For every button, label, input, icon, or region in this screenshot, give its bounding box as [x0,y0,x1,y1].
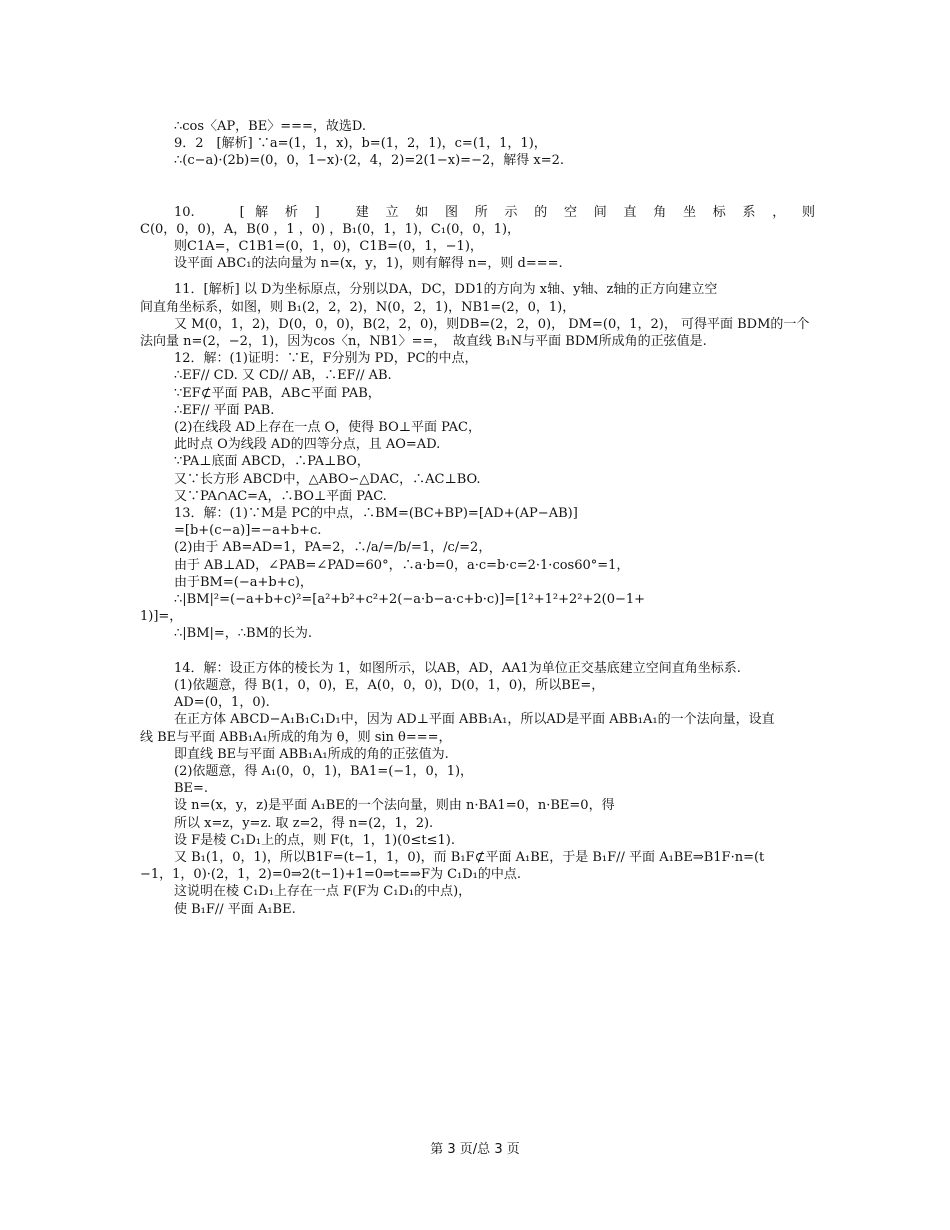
text-line: AD=(0，1，0). [174,695,270,711]
text-line: BE=. [174,781,209,797]
blank-line [140,170,815,187]
text-line: 12．解：(1)证明：∵E，F分别为 PD，PC的中点， [174,351,478,367]
text-line: (1)依题意，得 B(1，0，0)，E，A(0，0，0)，D(0，1，0)，所以BE=， [174,677,605,693]
blank-line [140,643,815,660]
text-line: 设 F是棱 C₁D₁上的点，则 F(t，1，1)(0≤t≤1). [174,832,455,848]
blank-line [140,272,815,281]
text-line: 此时点 O为线段 AD的四等分点，且 AO=AD. [174,437,441,453]
text-line: 13．解：(1)∵M是 PC的中点，∴BM=(BC+BP)=[AD+(AP−AB)] [174,506,578,522]
text-line: 线 BE与平面 ABB₁A₁所成的角为 θ，则 sin θ===， [140,729,452,745]
text-line: 设平面 ABC₁的法向量为 n=(x，y，1)，则有解得 n=，则 d===. [174,256,563,272]
text-line: ∵EF⊄平面 PAB，AB⊂平面 PAB， [174,385,381,401]
text-line: (2)依题意，得 A₁(0，0，1)，BA1=(−1，0，1)， [174,763,474,779]
text-line: =[b+(c−a)]=−a+b+c. [174,523,322,539]
text-line: 即直线 BE与平面 ABB₁A₁所成的角的正弦值为. [174,746,449,762]
solution-text-body [140,118,815,918]
blank-line [140,187,815,204]
text-line: ∴|BM|²=(−a+b+c)²=[a²+b²+c²+2(−a·b−a·c+b·c)]=[1²+1²+2²+2(0−1+ [174,592,646,608]
text-line: 10. [ 解 析 ] 建 立 如 图 所 示 的 空 间 直 角 坐 标 系 ， 则 [174,204,815,220]
text-line: 使 B₁F// 平面 A₁BE. [174,901,296,917]
text-line: 则C1A=，C1B1=(0，1，0)，C1B=(0，1，−1)， [174,239,483,255]
text-line: 由于BM=(−a+b+c)， [174,574,313,590]
text-line: 这说明在棱 C₁D₁上存在一点 F(F为 C₁D₁的中点)， [174,884,472,900]
text-line: 1)]=， [140,609,183,625]
text-line: (2)在线段 AD上存在一点 O，使得 BO⊥平面 PAC， [174,420,481,436]
text-line: ∵PA⊥底面 ABCD，∴PA⊥BO， [174,454,370,470]
text-line: ∴(c−a)·(2b)=(0，0，1−x)·(2，4，2)=2(1−x)=−2，解得 x=2. [174,153,564,169]
text-line: 11．[解析] 以 D为坐标原点，分别以DA，DC，DD1的方向为 x轴、y轴、z轴的正方向建立空 [174,282,718,298]
text-line: 法向量 n=(2，−2，1)，因为cos〈n，NB1〉==， 故直线 B₁N与平面 BDM所成角的正弦值是. [140,334,707,350]
text-line: 在正方体 ABCD−A₁B₁C₁D₁中，因为 AD⊥平面 ABB₁A₁，所以AD是平面 ABB₁A₁的一个法向量，设直 [174,712,775,728]
text-line: ∴cos〈AP，BE〉===，故选D. [174,119,366,134]
text-line: 又 M(0，1，2)，D(0，0，0)，B(2，2，0)，则DB=(2，2，0)， DM=(0，1，2)， 可得平面 BDM的一个 [174,316,810,332]
text-line: 又 B₁(1，0，1)，所以B1F=(t−1，1，0)，而 B₁F⊄平面 A₁BE，于是 B₁F// 平面 A₁BE⇒B1F·n=(t [174,849,765,865]
text-line: 又∵PA∩AC=A，∴BO⊥平面 PAC. [174,488,387,504]
text-line: ∴EF// CD. 又 CD// AB，∴EF// AB. [174,368,392,384]
text-line: ∴|BM|=，∴BM的长为. [174,626,313,642]
text-line: 由于 AB⊥AD，∠PAB=∠PAD=60°，∴a·b=0，a·c=b·c=2·1·cos60°=1， [174,557,630,573]
text-line: 14．解：设正方体的棱长为 1，如图所示，以AB，AD，AA1为单位正交基底建立空间直角坐标系. [174,660,741,676]
text-line: (2)由于 AB=AD=1，PA=2，∴/a/=/b/=1，/c/=2， [174,540,492,556]
text-line: 设 n=(x，y，z)是平面 A₁BE的一个法向量，则由 n·BA1=0，n·BE=0，得 [174,798,615,814]
text-line: 所以 x=z，y=z. 取 z=2，得 n=(2，1，2). [174,815,434,831]
text-line: ∴EF// 平面 PAB. [174,402,275,418]
text-line: −1，1，0)·(2，1，2)=0⇒2(t−1)+1=0⇒t=⇒F为 C₁D₁的中点. [140,867,522,883]
text-line: C(0，0，0)，A，B(0 ，1 ，0) ，B₁(0，1，1)，C₁(0，0，1)， [140,221,521,237]
text-line: 又∵长方形 ABCD中，△ABO∽△DAC，∴AC⊥BO. [174,471,481,487]
text-line: 9．2 [解析] ∵a=(1，1，x)，b=(1，2，1)，c=(1，1，1)， [174,136,547,152]
text-line: 间直角坐标系，如图，则 B₁(2，2，2)，N(0，2，1)，NB1=(2，0，1)， [140,299,576,315]
page-number-footer: 第 3 页/总 3 页 [430,1142,520,1157]
